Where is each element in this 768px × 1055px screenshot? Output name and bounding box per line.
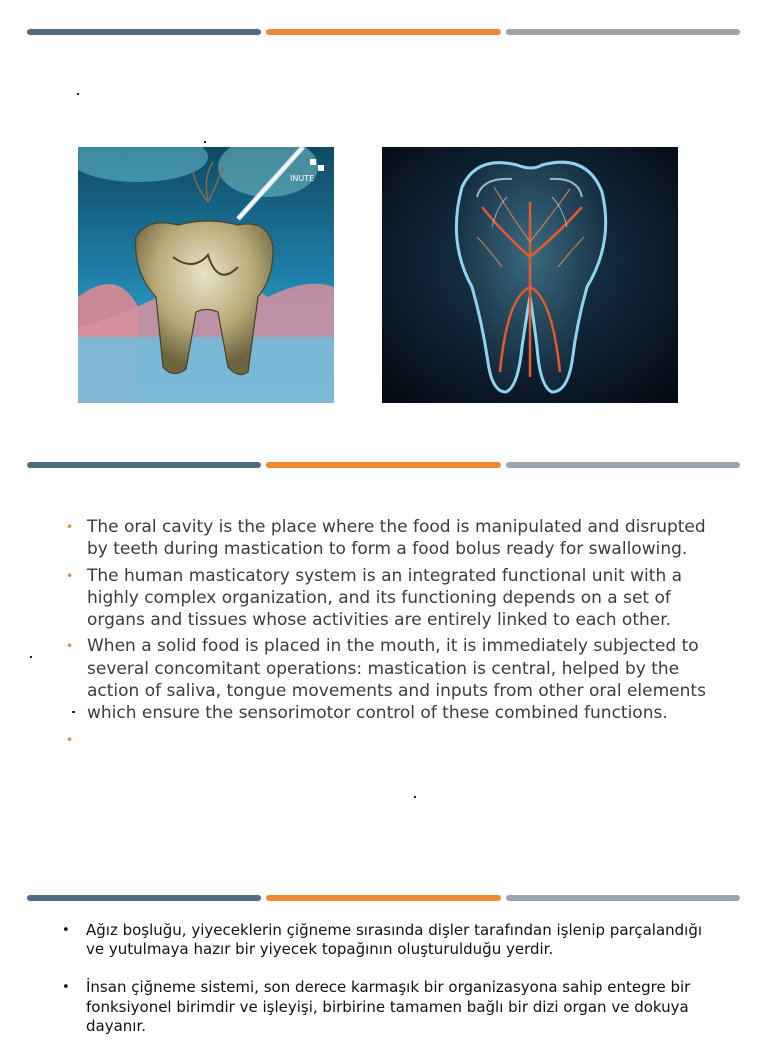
divider-segment-blue <box>27 29 261 35</box>
top-divider <box>27 29 740 35</box>
bullet-marker: • <box>66 568 74 583</box>
bullet-marker: • <box>66 520 74 534</box>
bullet-marker: • <box>62 980 70 996</box>
bottom-divider <box>27 895 740 901</box>
divider-segment-orange <box>266 29 500 35</box>
speck <box>77 93 79 95</box>
bullet-text: When a solid food is placed in the mouth, it is immediately subjected to several concomitant operations: mastication is central, helped by the action of saliva, tongue movements and inputs from other oral elements which ensure the sensorimotor control of these combined functions. <box>87 636 706 724</box>
speck <box>204 141 206 143</box>
bullet-text: İnsan çiğneme sistemi, son derece karmaşık bir organizasyona sahip entegre bir fonksiyonel birimdir ve işleyişi, birbirine tamamen bağlı bir dizi organ ve dokuya dayanır. <box>86 978 691 1035</box>
tooth-nerves-image <box>382 147 678 403</box>
bullet-text: The human masticatory system is an integrated functional unit with a highly complex organization, and its functioning depends on a set of organs and tissues whose activities are entirely linked to each other. <box>87 565 683 631</box>
divider-segment-blue <box>27 462 261 468</box>
divider-segment-orange <box>266 895 500 901</box>
divider-segment-gray <box>506 29 740 35</box>
bullet-marker: • <box>66 639 74 654</box>
bullet-marker: • <box>62 923 70 938</box>
list-item <box>66 635 706 724</box>
turkish-bullet-list <box>62 921 722 1055</box>
watermark-text: INUTE <box>290 174 315 183</box>
divider-segment-gray <box>506 895 740 901</box>
speck <box>414 796 416 798</box>
bullet-marker: • <box>66 732 74 747</box>
divider-segment-gray <box>506 462 740 468</box>
list-item <box>62 978 722 1036</box>
bullet-text: The oral cavity is the place where the food is manipulated and disrupted by teeth during mastication to form a food bolus ready for swallowing. <box>87 517 706 560</box>
speck <box>30 656 32 658</box>
bullet-text: Ağız boşluğu, yiyeceklerin çiğneme sırasında dişler tarafından işlenip parçalandığı ve yutulmaya hazır bir yiyecek topağının oluşturulduğu yerdir. <box>86 921 703 959</box>
divider-segment-orange <box>266 462 500 468</box>
list-item <box>62 921 722 959</box>
middle-divider <box>27 462 740 468</box>
list-item <box>66 565 706 632</box>
divider-segment-blue <box>27 895 261 901</box>
tooth-decay-image <box>78 147 334 403</box>
list-item <box>66 516 706 561</box>
english-bullet-list <box>66 516 706 755</box>
list-item <box>66 729 706 751</box>
